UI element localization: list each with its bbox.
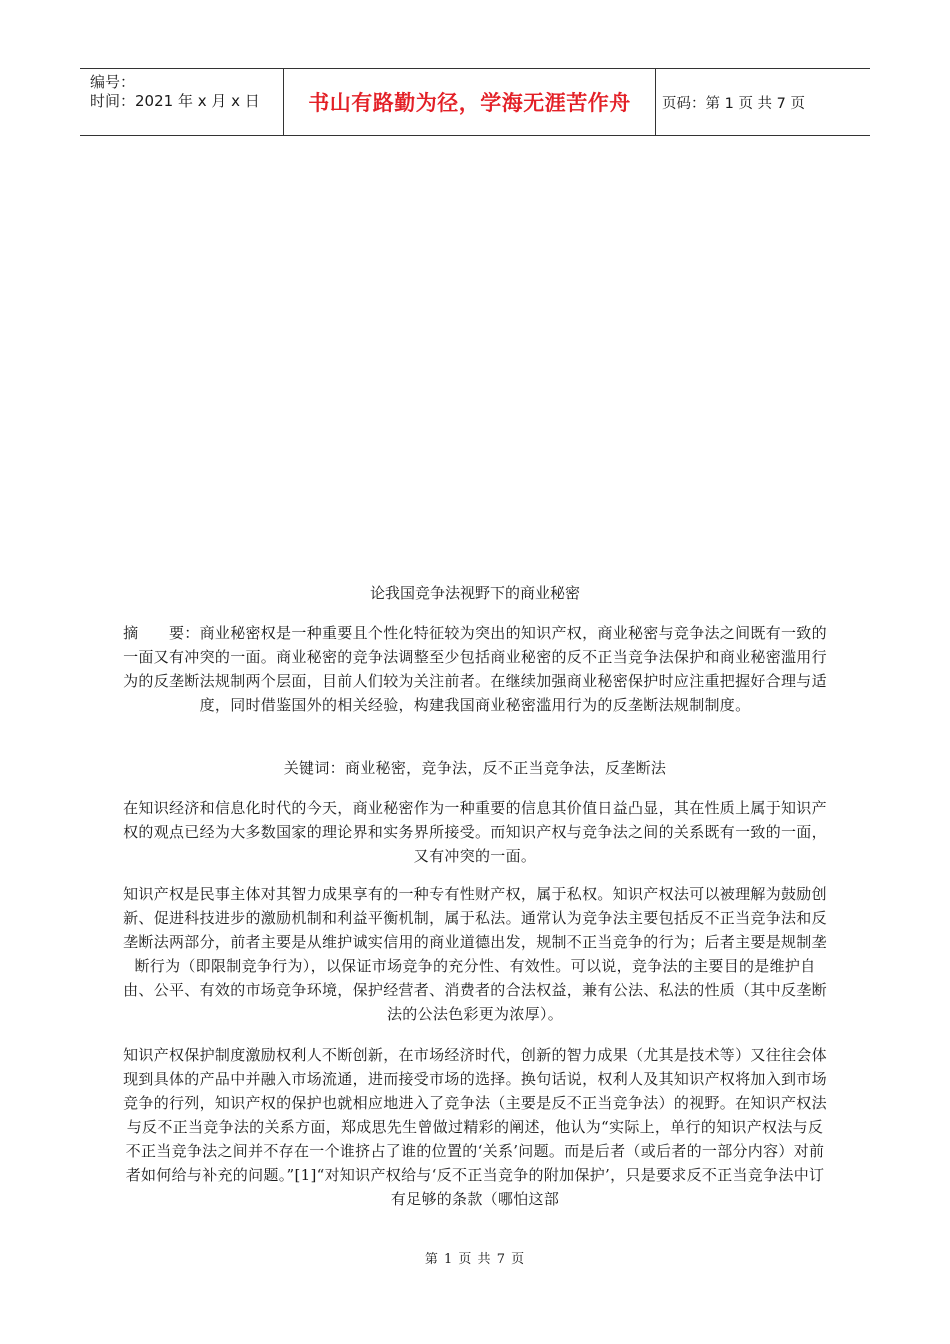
document-title: 论我国竞争法视野下的商业秘密 <box>369 584 580 602</box>
page-footer: 第 1 页 共 7 页 <box>424 1252 526 1267</box>
abstract-paragraph: 摘 要：商业秘密权是一种重要且个性化特征较为突出的知识产权，商业秘密与竞争法之间既有一致的一面又有冲突的一面。商业秘密的竞争法调整至少包括商业秘密的反不正当竞争法保护和商业秘密滥用行为的反垄断法规制两个层面，目前人们较为关注前者。在继续加强商业秘密保护时应注重把握好合理与适度，同时借鉴国外的相关经验，构建我国商业秘密滥用行为的反垄断法规制制度。 <box>123 624 827 714</box>
body-paragraph-2: 知识产权是民事主体对其智力成果享有的一种专有性财产权，属于私权。知识产权法可以被理解为鼓励创新、促进科技进步的激励机制和利益平衡机制，属于私法。通常认为竞争法主要包括反不正当竞争法和反垄断法两部分，前者主要是从维护诚实信用的商业道德出发，规制不正当竞争的行为；后者主要是规制垄断行为（即限制竞争行为），以保证市场竞争的充分性、有效性。可以说，竞争法的主要目的是维护自由、公平、有效的市场竞争环境，保护经营者、消费者的合法权益，兼有公法、私法的性质（其中反垄断法的公法色彩更为浓厚）。 <box>123 885 827 1023</box>
document-header <box>80 68 870 136</box>
header-page-info: 页码：第 1 页 共 7 页 <box>662 95 805 112</box>
number-label: 编号： <box>90 73 136 91</box>
header-motto: 书山有路勤为径，学海无涯苦作舟 <box>283 69 656 135</box>
keywords-line: 关键词：商业秘密，竞争法，反不正当竞争法，反垄断法 <box>283 759 667 777</box>
body-paragraph-3: 知识产权保护制度激励权利人不断创新，在市场经济时代，创新的智力成果（尤其是技术等）又往往会体现到具体的产品中并融入市场流通，进而接受市场的选择。换句话说，权利人及其知识产权将加入到市场竞争的行列，知识产权的保护也就相应地进入了竞争法（主要是反不正当竞争法）的视野。在知识产权法与反不正当竞争法的关系方面，郑成思先生曾做过精彩的阐述，他认为“实际上，单行的知识产权法与反不正当竞争法之间并不存在一个谁挤占了谁的位置的‘关系’问题。而是后者（或后者的一部分内容）对前者如何给与补充的问题。”[1]“对知识产权给与‘反不正当竞争的附加保护’，只是要求反不正当竞争法中订有足够的条款（哪怕这部 <box>123 1046 827 1208</box>
header-meta <box>80 69 283 135</box>
body-paragraph-1: 在知识经济和信息化时代的今天，商业秘密作为一种重要的信息其价值日益凸显，其在性质上属于知识产权的观点已经为大多数国家的理论界和实务界所接受。而知识产权与竞争法之间的关系既有一致的一面，又有冲突的一面。 <box>123 799 827 865</box>
date-label: 时间：2021 年 x 月 x 日 <box>90 92 260 110</box>
